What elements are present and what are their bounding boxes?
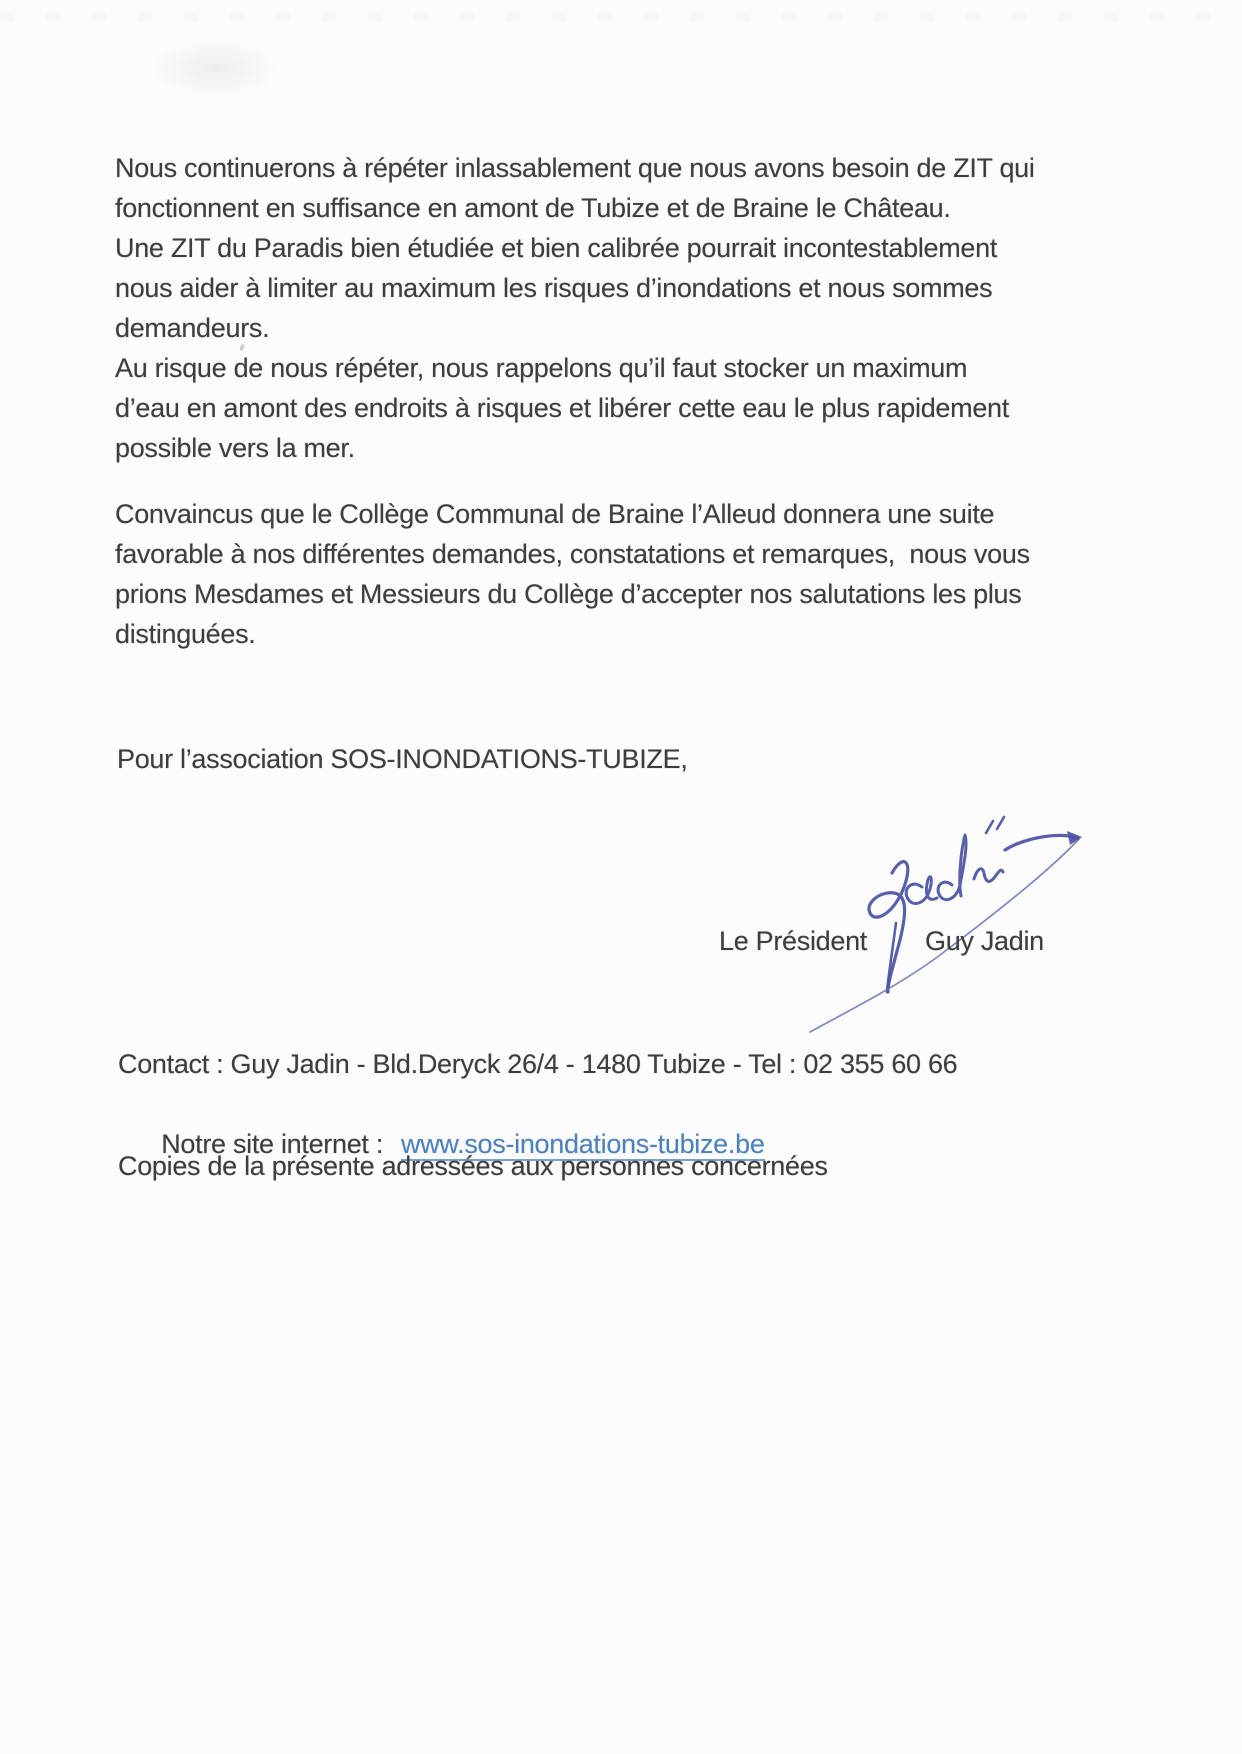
scan-smudge-artifact bbox=[150, 36, 280, 100]
paragraph-zit-request bbox=[115, 148, 1035, 468]
text-line: prions Mesdames et Messieurs du Collège d’accepter nos salutations les plus bbox=[115, 579, 1022, 609]
copies-line: Copies de la présente adressées aux personnes concernées bbox=[118, 1151, 828, 1181]
website-link[interactable]: www.sos-inondations-tubize.be bbox=[401, 1129, 765, 1159]
text-line: nous aider à limiter au maximum les risques d’inondations et nous sommes bbox=[115, 273, 993, 303]
signature-handwriting-icon bbox=[760, 795, 1100, 1045]
text-line: demandeurs. bbox=[115, 313, 270, 343]
signature-title: Le Président bbox=[719, 926, 867, 956]
text-line: Convaincus que le Collège Communal de Braine l’Alleud donnera une suite bbox=[115, 499, 995, 529]
text-line: d’eau en amont des endroits à risques et libérer cette eau le plus rapidement bbox=[115, 393, 1009, 423]
signature-name: Guy Jadin bbox=[925, 926, 1044, 956]
association-line: Pour l’association SOS-INONDATIONS-TUBIZE, bbox=[117, 744, 688, 774]
text-line: Nous continuerons à répéter inlassablement que nous avons besoin de ZIT qui bbox=[115, 153, 1035, 183]
text-line: favorable à nos différentes demandes, constatations et remarques, nous vous bbox=[115, 539, 1030, 569]
scan-noise-artifact bbox=[0, 12, 1242, 22]
text-line: Au risque de nous répéter, nous rappelons qu’il faut stocker un maximum bbox=[115, 353, 968, 383]
website-line bbox=[118, 1084, 957, 1204]
text-line: fonctionnent en suffisance en amont de Tubize et de Braine le Château. bbox=[115, 193, 951, 223]
text-line: possible vers la mer. bbox=[115, 433, 355, 463]
website-label: Notre site internet : bbox=[161, 1129, 384, 1159]
paragraph-salutation bbox=[115, 494, 1030, 654]
text-line: Une ZIT du Paradis bien étudiée et bien calibrée pourrait incontestablement bbox=[115, 233, 998, 263]
contact-line: Contact : Guy Jadin - Bld.Deryck 26/4 - 1480 Tubize - Tel : 02 355 60 66 bbox=[118, 1049, 958, 1079]
text-line: distinguées. bbox=[115, 619, 256, 649]
